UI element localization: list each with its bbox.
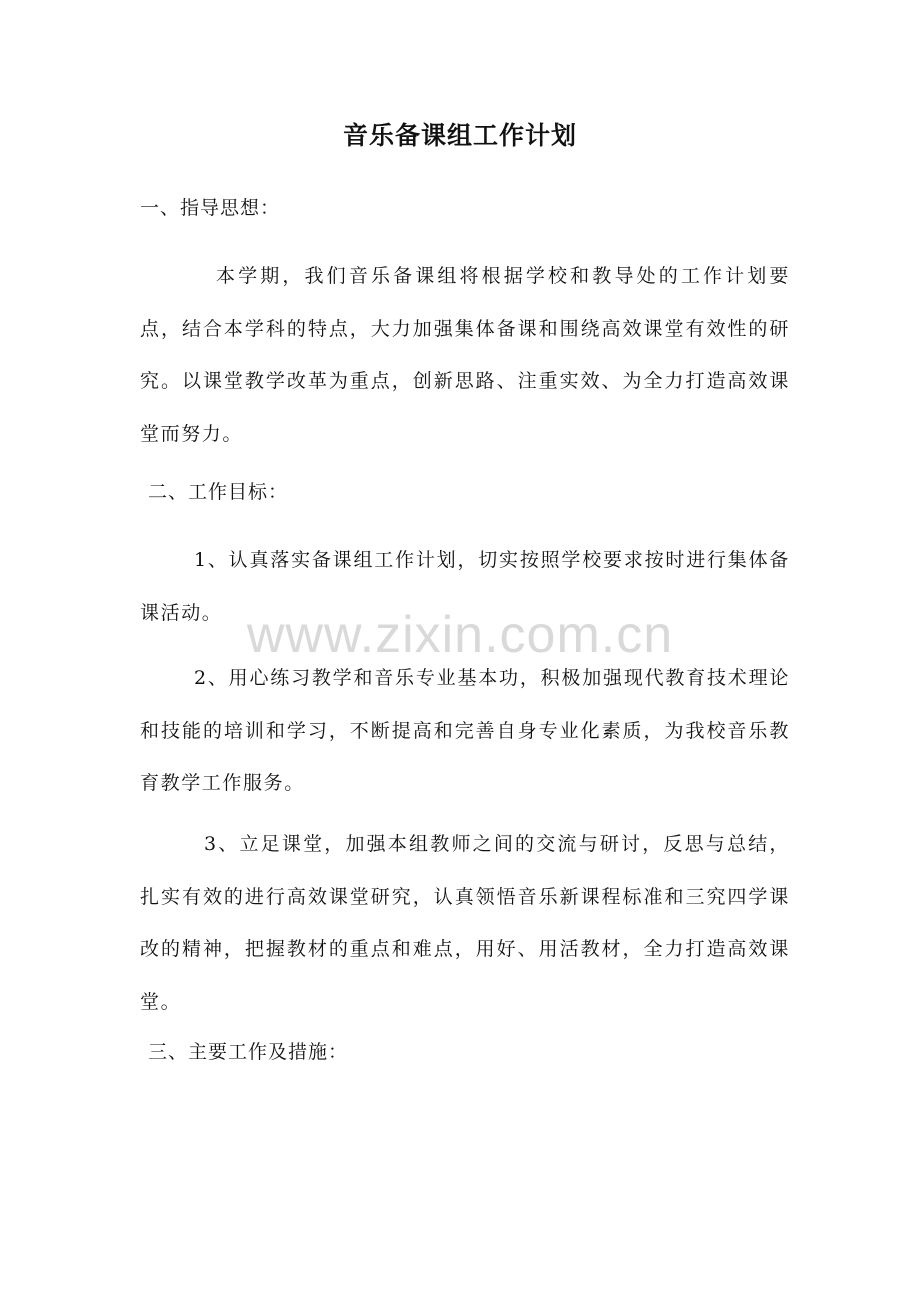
section-heading-work-goals: 二、工作目标：	[148, 481, 289, 503]
paragraph-goal-2: 2、用心练习教学和音乐专业基本功，积极加强现代教育技术理论和技能的培训和学习，不断提高和完善自身专业化素质，为我校音乐教育教学工作服务。	[140, 667, 790, 794]
document-title: 音乐备课组工作计划	[342, 121, 577, 150]
paragraph-goal-1: 1、认真落实备课组工作计划，切实按照学校要求按时进行集体备课活动。	[140, 549, 790, 624]
paragraph-guiding-thought: 本学期，我们音乐备课组将根据学校和教导处的工作计划要点，结合本学科的特点，大力加强集体备课和围绕高效课堂有效性的研究。以课堂教学改革为重点，创新思路、注重实效、为全力打造高效课堂而努力。	[140, 265, 790, 445]
section-heading-main-work: 三、主要工作及措施：	[148, 1041, 349, 1063]
paragraph-goal-3: 3、立足课堂，加强本组教师之间的交流与研讨，反思与总结，扎实有效的进行高效课堂研究，认真领悟音乐新课程标准和三究四学课改的精神，把握教材的重点和难点，用好、用活教材，全力打造高效课堂。	[140, 833, 790, 1013]
watermark-text: www.zixin.com.cn	[246, 606, 674, 664]
section-heading-guiding-thought: 一、指导思想：	[140, 197, 281, 219]
